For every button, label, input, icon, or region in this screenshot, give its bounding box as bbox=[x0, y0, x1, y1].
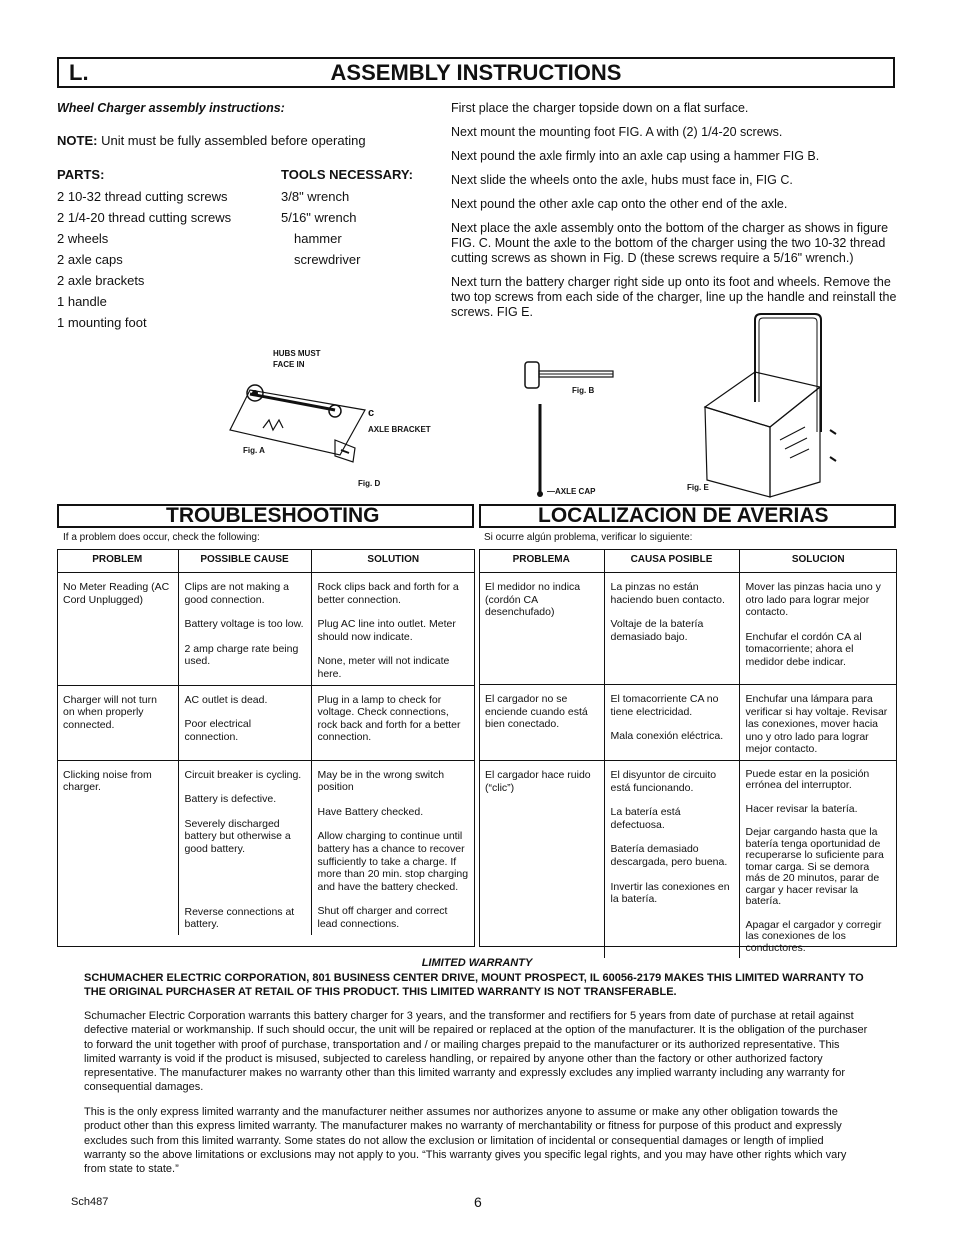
column-header: CAUSA POSIBLE bbox=[604, 549, 739, 573]
solution-cell bbox=[739, 760, 897, 958]
hubs-label-1: HUBS MUST bbox=[273, 349, 321, 358]
list-item: 2 axle brackets bbox=[57, 273, 145, 288]
localizacion-intro: Si ocurre algún problema, verificar lo siguiente: bbox=[484, 532, 693, 543]
column-header: SOLUCION bbox=[739, 549, 897, 573]
cause-text: Poor electrical connection. bbox=[184, 718, 252, 743]
list-item: 2 wheels bbox=[57, 231, 109, 246]
cause-text: Battery is defective. bbox=[184, 793, 277, 806]
fig-d-label: Fig. D bbox=[358, 479, 381, 488]
cause-text: Mala conexión eléctrica. bbox=[610, 730, 724, 743]
warranty-paragraph-1: Schumacher Electric Corporation warrants this battery charger for 3 years, and the transformer and rectifiers for 5 years from date of purchase at retail against defective material or workmanship. If such should occur, the unit will be repaired or replaced at the option of the manufacturer. It is the obligation of the purchaser to forward the unit together with proof of purchase, transportation and / or mailing charges prepaid to the manufacturer or its authorized representative. This limited warranty is void if the product is misused, subjected to careless handling, or repaired by anyone other than the factory or other authorized factory representative. The manufacturer makes no warranty other than this limited warranty and expressly excludes any implied warranty including any warranty for consequential damages. bbox=[84, 1010, 868, 1094]
tools-list bbox=[281, 186, 360, 270]
solution-text: Dejar cargando hasta que la batería tenga oportunidad de recuperarse lo suficiente para tomar carga. Si se demora más de 20 minutos, parar de cargar y hacer revisar la batería. bbox=[745, 826, 884, 908]
solution-text: Shut off charger and correct lead connections. bbox=[317, 905, 448, 930]
step-text: Next pound the other axle cap onto the other end of the axle. bbox=[451, 197, 788, 211]
table-row bbox=[57, 685, 475, 760]
cause-text: Circuit breaker is cycling. bbox=[184, 768, 302, 781]
cause-text: Severely discharged battery but otherwise a good battery. bbox=[184, 817, 291, 855]
assembly-steps bbox=[451, 101, 899, 320]
cause-text: 2 amp charge rate being used. bbox=[184, 642, 299, 668]
table-row bbox=[479, 685, 897, 761]
cause-text: Invertir las conexiones en la batería. bbox=[610, 880, 730, 906]
column-header: PROBLEM bbox=[57, 549, 178, 573]
step-text: Next turn the battery charger right side up onto its foot and wheels. Remove the two top screws from each side of the charger, line up the handle and reinstall the screws. FIG E. bbox=[451, 275, 897, 319]
list-item: 2 10-32 thread cutting screws bbox=[57, 189, 228, 204]
cause-text: Battery voltage is too low. bbox=[184, 618, 304, 631]
solution-text: Puede estar en la posición errónea del interruptor. bbox=[745, 767, 870, 792]
cause-cell bbox=[604, 760, 739, 958]
solution-text: May be in the wrong switch position bbox=[317, 768, 445, 794]
solution-text: Have Battery checked. bbox=[317, 805, 424, 818]
fig-a-drawing bbox=[225, 370, 380, 485]
problem-cell: Clicking noise from charger. bbox=[57, 760, 178, 935]
table-row bbox=[479, 760, 897, 958]
cause-cell bbox=[178, 760, 311, 935]
solution-cell bbox=[311, 685, 475, 760]
fig-e-label: Fig. E bbox=[687, 483, 709, 492]
solution-text: Allow charging to continue until battery has a chance to recover sufficiently to take a charge. If more than 20 min. stop charging and have the battery checked. bbox=[317, 830, 469, 893]
note-line bbox=[57, 130, 366, 151]
solution-text: Plug AC line into outlet. Meter should now indicate. bbox=[317, 618, 456, 643]
list-item: 2 1/4-20 thread cutting screws bbox=[57, 210, 232, 225]
solution-cell bbox=[311, 573, 475, 686]
solution-cell bbox=[311, 760, 475, 935]
problem-cell: El cargador hace ruido (“clic”) bbox=[479, 760, 604, 958]
column-header: SOLUTION bbox=[311, 549, 475, 573]
solution-text: Hacer revisar la batería. bbox=[745, 802, 858, 815]
cause-text: Batería demasiado descargada, pero buena. bbox=[610, 843, 728, 868]
cause-text: La batería está defectuosa. bbox=[610, 806, 681, 831]
table-row bbox=[479, 573, 897, 685]
list-item: hammer bbox=[294, 231, 342, 246]
solution-text: Apagar el cargador y corregir las conexiones de los conductores. bbox=[745, 918, 882, 954]
axle-bracket-label: AXLE BRACKET bbox=[368, 425, 431, 434]
cause-cell bbox=[604, 573, 739, 685]
cause-cell bbox=[604, 685, 739, 761]
cause-text: Reverse connections at battery. bbox=[184, 905, 295, 931]
fig-a-label: Fig. A bbox=[243, 446, 265, 455]
note-label: NOTE: bbox=[57, 133, 98, 148]
list-item: 5/16" wrench bbox=[281, 210, 357, 225]
section-letter: L. bbox=[69, 60, 89, 85]
solution-cell bbox=[739, 685, 897, 761]
cause-cell bbox=[178, 685, 311, 760]
solution-text: Plug in a lamp to check for voltage. Check connections, rock back and forth for a better connection. bbox=[317, 693, 461, 744]
step-text: Next slide the wheels onto the axle, hubs must face in, FIG C. bbox=[451, 173, 793, 187]
list-item: 3/8" wrench bbox=[281, 189, 350, 204]
parts-list bbox=[57, 186, 231, 333]
parts-heading: PARTS: bbox=[57, 167, 105, 182]
section-header bbox=[57, 57, 895, 88]
solution-text: Mover las pinzas hacia uno y otro lado para lograr mejor contacto. bbox=[745, 581, 881, 619]
warranty-bold-statement: SCHUMACHER ELECTRIC CORPORATION, 801 BUSINESS CENTER DRIVE, MOUNT PROSPECT, IL 60056-2179 MAKES THIS LIMITED WARRANTY TO THE ORIGINAL PURCHASER AT RETAIL OF THIS PRODUCT. THIS LIMITED WARRANTY IS NOT TRANSFERABLE. bbox=[84, 972, 864, 999]
cause-text: El disyuntor de circuito está funcionando. bbox=[610, 768, 717, 794]
localizacion-table bbox=[479, 549, 897, 958]
solution-text: Enchufar una lámpara para verificar si hay voltaje. Revisar las conexiones, mover hacia uno y otro lado para lograr mejor contacto. bbox=[745, 693, 888, 756]
cause-text: AC outlet is dead. bbox=[184, 693, 268, 706]
troubleshooting-intro: If a problem does occur, check the following: bbox=[63, 532, 260, 543]
c-label: c bbox=[368, 407, 375, 419]
hubs-label-2: FACE IN bbox=[273, 360, 305, 369]
fig-b-label: Fig. B bbox=[572, 386, 595, 395]
localizacion-header bbox=[479, 504, 896, 528]
column-header: PROBLEMA bbox=[479, 549, 604, 573]
list-item: 1 mounting foot bbox=[57, 315, 147, 330]
step-text: First place the charger topside down on a flat surface. bbox=[451, 101, 749, 115]
step-text: Next pound the axle firmly into an axle cap using a hammer FIG B. bbox=[451, 149, 820, 163]
problem-cell: El cargador no se enciende cuando está bien conectado. bbox=[479, 685, 604, 761]
axle-cap-label: —AXLE CAP bbox=[547, 487, 596, 496]
table-row bbox=[57, 760, 475, 935]
fig-b-drawing bbox=[520, 352, 620, 500]
cause-text: La pinzas no están haciendo buen contacto. bbox=[610, 581, 725, 606]
fig-e-drawing bbox=[695, 312, 850, 500]
solution-text: Rock clips back and forth for a better connection. bbox=[317, 581, 459, 606]
troubleshooting-title: TROUBLESHOOTING bbox=[166, 504, 380, 527]
section-title: ASSEMBLY INSTRUCTIONS bbox=[330, 60, 622, 85]
warranty-title: LIMITED WARRANTY bbox=[421, 957, 533, 969]
cause-text: El tomacorriente CA no tiene electricidad. bbox=[610, 693, 719, 718]
step-text: Next mount the mounting foot FIG. A with (2) 1/4-20 screws. bbox=[451, 125, 783, 139]
warranty-paragraph-2: This is the only express limited warranty and the manufacturer neither assumes nor authorizes anyone to assume or make any other obligation towards the product other than this express limited warranty. The manufacturer makes no warranty of merchantability or fitness for purpose of this product and expressly excludes such from this limited warranty. Some states do not allow the exclusion or limitation of incidental or consequential damages or length of implied warranty so the above limitations or exclusions may not apply to you. “This warranty gives you specific legal rights, and you may have other rights which vary from state to state.” bbox=[84, 1106, 847, 1176]
cause-cell bbox=[178, 573, 311, 686]
document-code: Sch487 bbox=[71, 1196, 109, 1208]
page-number: 6 bbox=[474, 1194, 482, 1210]
problem-cell: Charger will not turn on when properly connected. bbox=[57, 685, 178, 760]
step-text: Next place the axle assembly onto the bottom of the charger as shows in figure FIG. C. Mount the axle to the bottom of the charger using the two 10-32 thread cutting screws as shown in Fig. D (these screws require a 5/16" wrench.) bbox=[451, 221, 889, 265]
solution-text: None, meter will not indicate here. bbox=[317, 655, 450, 680]
cause-text: Clips are not making a good connection. bbox=[184, 581, 289, 606]
tools-heading: TOOLS NECESSARY: bbox=[281, 167, 413, 182]
cause-text: Voltaje de la batería demasiado bajo. bbox=[610, 618, 704, 643]
assembly-subtitle: Wheel Charger assembly instructions: bbox=[57, 101, 285, 115]
problem-cell: El medidor no indica (cordón CA desenchufado) bbox=[479, 573, 604, 685]
troubleshooting-header bbox=[57, 504, 474, 528]
list-item: screwdriver bbox=[294, 252, 361, 267]
problem-cell: No Meter Reading (AC Cord Unplugged) bbox=[57, 573, 178, 686]
localizacion-title: LOCALIZACION DE AVERIAS bbox=[538, 504, 829, 527]
table-row bbox=[57, 573, 475, 686]
troubleshooting-table bbox=[57, 549, 475, 935]
note-text: Unit must be fully assembled before operating bbox=[101, 133, 366, 148]
solution-text: Enchufar el cordón CA al tomacorriente; ahora el medidor debe indicar. bbox=[745, 630, 862, 668]
solution-cell bbox=[739, 573, 897, 685]
list-item: 2 axle caps bbox=[57, 252, 123, 267]
column-header: POSSIBLE CAUSE bbox=[178, 549, 311, 573]
list-item: 1 handle bbox=[57, 294, 107, 309]
